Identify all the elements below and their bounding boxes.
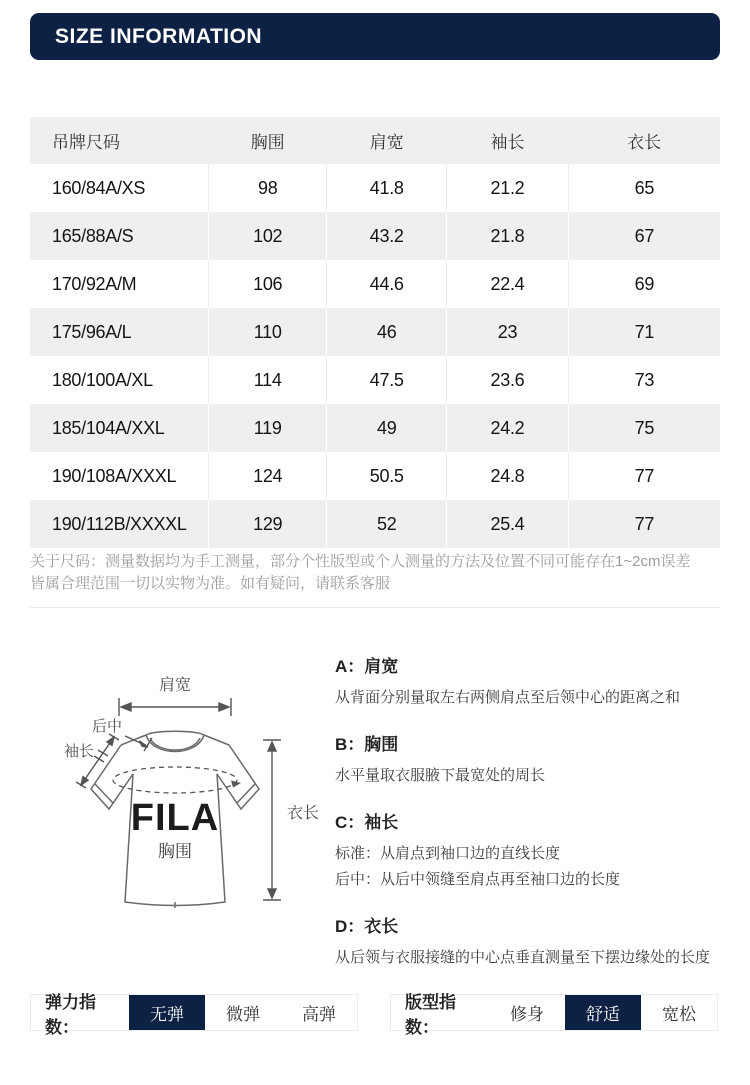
guide-group [335,916,735,971]
value-cell: 43.2 [327,212,447,260]
size-table [30,117,720,548]
table-row [30,260,720,308]
table-row [30,404,720,452]
value-cell: 21.2 [447,164,568,212]
index-option-selected: 舒适 [565,995,641,1030]
size-cell: 160/84A/XS [52,177,146,198]
value-cell: 41.8 [327,164,447,212]
value-cell: 69 [568,260,720,308]
garment-length-label: 衣长 [286,805,320,822]
table-row [30,212,720,260]
shoulder-width-measure-line [119,698,231,716]
value-cell: 129 [209,500,327,548]
value-cell: 98 [209,164,327,212]
value-cell: 46 [327,308,447,356]
size-cell: 180/100A/XL [52,369,153,390]
value-cell: 65 [568,164,720,212]
index-option: 微弹 [226,1005,260,1024]
value-cell: 124 [209,452,327,500]
chest-label: 胸围 [158,842,192,861]
value-cell: 23.6 [447,356,568,404]
column-header: 胸围 [250,133,285,152]
garment-length-measure-line [263,740,281,900]
value-cell: 114 [209,356,327,404]
fit-index-box [390,992,718,1037]
size-note-line1: 关于尺码：测量数据均为手工测量，部分个性版型或个人测量的方法及位置不同可能存在1~2cm误差 [30,553,691,570]
value-cell: 49 [327,404,447,452]
size-cell: 185/104A/XXL [52,417,165,438]
table-row [30,164,720,212]
value-cell: 77 [568,452,720,500]
column-header: 吊牌尺码 [52,133,120,152]
guide-heading: C：袖长 [335,813,399,832]
guide-heading: A：肩宽 [335,657,399,676]
value-cell: 67 [568,212,720,260]
value-cell: 73 [568,356,720,404]
value-cell: 106 [209,260,327,308]
value-cell: 77 [568,500,720,548]
column-header: 衣长 [627,133,662,152]
size-cell: 190/112B/XXXXL [52,513,187,534]
elasticity-index-label: 弹力指数： [45,992,96,1037]
value-cell: 110 [209,308,327,356]
value-cell: 119 [209,404,327,452]
value-cell: 102 [209,212,327,260]
index-option: 高弹 [302,1005,336,1024]
elasticity-index-box [30,992,358,1037]
guide-text: 后中：从后中领缝至肩点再至袖口边的长度 [335,871,621,888]
column-header: 肩宽 [369,133,404,152]
value-cell: 23 [447,308,568,356]
guide-group [335,656,735,711]
shoulder-width-label: 肩宽 [158,677,192,694]
value-cell: 44.6 [327,260,447,308]
value-cell: 50.5 [327,452,447,500]
guide-heading: D：衣长 [335,917,399,936]
guide-text: 从后领与衣服接缝的中心点垂直测量至下摆边缘处的长度 [335,949,711,966]
back-center-label: 后中 [91,718,123,735]
section-title-bar [30,13,720,60]
guide-text: 标准：从肩点到袖口边的直线长度 [335,845,561,862]
size-cell: 190/108A/XXXL [52,465,177,486]
table-row [30,356,720,404]
size-cell: 165/88A/S [52,225,134,246]
guide-heading: B：胸围 [335,735,399,754]
value-cell: 52 [327,500,447,548]
index-option: 宽松 [662,1005,696,1024]
value-cell: 21.8 [447,212,568,260]
index-option-selected: 无弹 [129,995,205,1030]
measure-guide [335,656,735,994]
value-cell: 24.8 [447,452,568,500]
table-row [30,308,720,356]
guide-group [335,812,735,893]
section-title: SIZE INFORMATION [55,24,263,48]
size-note [30,551,725,595]
brand-logo: FILA [130,797,220,839]
size-cell: 170/92A/M [52,273,137,294]
table-row [30,452,720,500]
value-cell: 75 [568,404,720,452]
size-note-line2: 皆属合理范围一切以实物为准。如有疑问，请联系客服 [30,575,391,592]
value-cell: 25.4 [447,500,568,548]
size-table-header-row [30,117,720,164]
size-table-body [30,164,720,548]
guide-group [335,734,735,789]
value-cell: 47.5 [327,356,447,404]
guide-text: 从背面分别量取左右两侧肩点至后领中心的距离之和 [335,689,681,706]
index-option: 修身 [510,1005,544,1024]
size-cell: 175/96A/L [52,321,132,342]
section-divider [30,607,720,608]
sleeve-length-label: 袖长 [63,743,95,760]
tshirt-measure-diagram [35,650,335,930]
value-cell: 71 [568,308,720,356]
fit-index-label: 版型指数： [405,992,456,1037]
guide-text: 水平量取衣服腋下最宽处的周长 [335,767,546,784]
value-cell: 24.2 [447,404,568,452]
column-header: 袖长 [490,133,525,152]
value-cell: 22.4 [447,260,568,308]
table-row [30,500,720,548]
